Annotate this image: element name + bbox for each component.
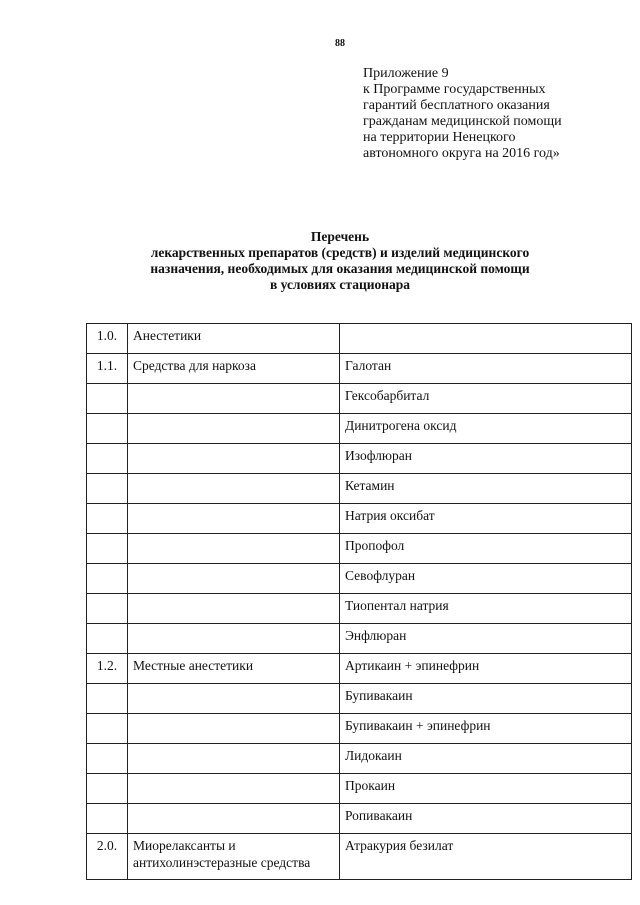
drug-cell: Динитрогена оксид — [340, 414, 632, 444]
document-title — [0, 229, 640, 293]
appendix-line: автономного округа на 2016 год» — [363, 146, 560, 161]
drug-cell: Артикаин + эпинефрин — [340, 654, 632, 684]
category-cell — [128, 444, 340, 474]
row-number — [87, 414, 128, 444]
table-row — [87, 684, 632, 714]
category-cell — [128, 594, 340, 624]
table-row — [87, 594, 632, 624]
table-row — [87, 324, 632, 354]
appendix-line: гарантий бесплатного оказания — [363, 98, 550, 113]
table-row — [87, 354, 632, 384]
category-cell — [128, 384, 340, 414]
category-cell — [128, 474, 340, 504]
row-number — [87, 774, 128, 804]
table-row — [87, 744, 632, 774]
row-number — [87, 534, 128, 564]
drug-cell: Галотан — [340, 354, 632, 384]
drug-cell: Атракурия безилат — [340, 834, 632, 880]
appendix-line: к Программе государственных — [363, 82, 546, 97]
drug-cell: Бупивакаин + эпинефрин — [340, 714, 632, 744]
table-row — [87, 654, 632, 684]
row-number — [87, 564, 128, 594]
table-row — [87, 624, 632, 654]
row-number: 2.0. — [87, 834, 128, 880]
category-cell — [128, 504, 340, 534]
row-number — [87, 804, 128, 834]
table-row — [87, 714, 632, 744]
title-line: Перечень — [310, 229, 370, 244]
row-number: 1.2. — [87, 654, 128, 684]
table-row — [87, 564, 632, 594]
appendix-header — [363, 66, 623, 162]
category-cell — [128, 624, 340, 654]
drug-cell — [340, 324, 632, 354]
category-cell: Анестетики — [128, 324, 340, 354]
drug-cell: Ропивакаин — [340, 804, 632, 834]
title-line: в условиях стационара — [269, 277, 411, 292]
table-row — [87, 834, 632, 880]
category-cell — [128, 744, 340, 774]
row-number — [87, 444, 128, 474]
category-cell: Миорелаксанты и антихолинэстеразные средства — [128, 834, 340, 880]
medications-table — [86, 323, 632, 880]
drug-cell: Севофлуран — [340, 564, 632, 594]
table-row — [87, 534, 632, 564]
row-number — [87, 684, 128, 714]
drug-cell: Гексобарбитал — [340, 384, 632, 414]
row-number — [87, 744, 128, 774]
row-number: 1.1. — [87, 354, 128, 384]
drug-cell: Кетамин — [340, 474, 632, 504]
table-row — [87, 804, 632, 834]
row-number — [87, 594, 128, 624]
category-cell — [128, 774, 340, 804]
category-cell: Средства для наркоза — [128, 354, 340, 384]
table-row — [87, 474, 632, 504]
table-row — [87, 444, 632, 474]
row-number — [87, 474, 128, 504]
drug-cell: Энфлюран — [340, 624, 632, 654]
table-row — [87, 504, 632, 534]
drug-cell: Лидокаин — [340, 744, 632, 774]
row-number — [87, 384, 128, 414]
table-row — [87, 414, 632, 444]
drug-cell: Тиопентал натрия — [340, 594, 632, 624]
drug-cell: Пропофол — [340, 534, 632, 564]
row-number — [87, 624, 128, 654]
category-cell — [128, 714, 340, 744]
category-cell: Местные анестетики — [128, 654, 340, 684]
page-number: 88 — [335, 38, 345, 49]
appendix-line: гражданам медицинской помощи — [363, 114, 562, 129]
appendix-line: на территории Ненецкого — [363, 130, 516, 145]
row-number — [87, 714, 128, 744]
drug-cell: Натрия оксибат — [340, 504, 632, 534]
category-cell — [128, 684, 340, 714]
category-cell — [128, 534, 340, 564]
appendix-line: Приложение 9 — [363, 66, 449, 81]
row-number — [87, 504, 128, 534]
title-line: назначения, необходимых для оказания медицинской помощи — [150, 261, 530, 276]
table-row — [87, 384, 632, 414]
drug-cell: Бупивакаин — [340, 684, 632, 714]
drug-cell: Изофлюран — [340, 444, 632, 474]
table-row — [87, 774, 632, 804]
row-number: 1.0. — [87, 324, 128, 354]
category-cell — [128, 414, 340, 444]
drug-cell: Прокаин — [340, 774, 632, 804]
title-line: лекарственных препаратов (средств) и изделий медицинского — [150, 245, 530, 260]
category-cell — [128, 564, 340, 594]
category-cell — [128, 804, 340, 834]
